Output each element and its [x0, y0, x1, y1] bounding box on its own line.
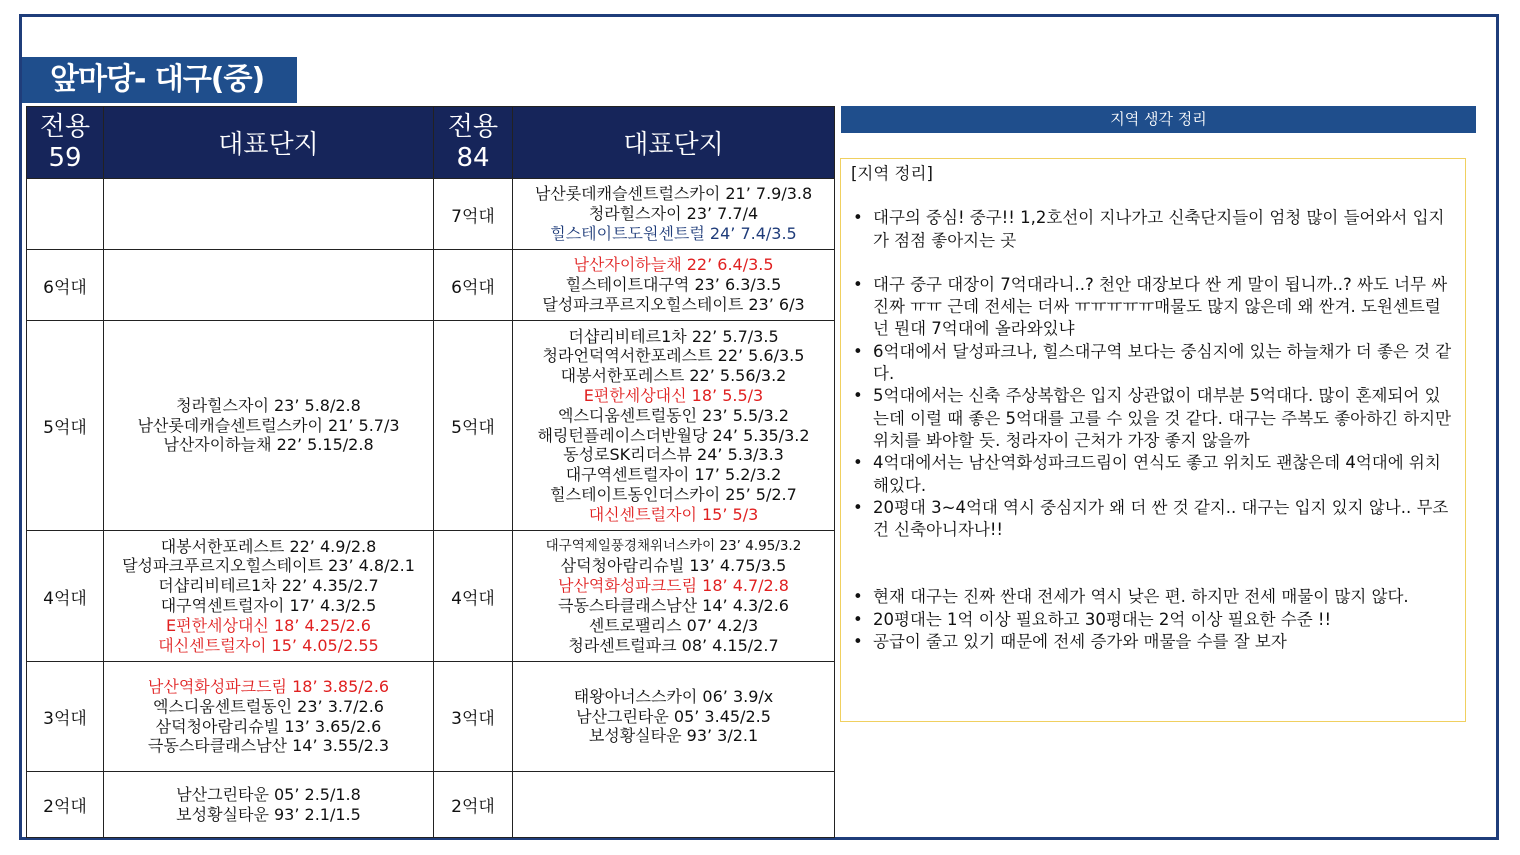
complex-entry: 보성황실타운 93’ 2.1/1.5	[176, 804, 361, 824]
note-bullet: • 4억대에서는 남산역화성파크드림이 연식도 좋고 위치도 괜찮은데 4억대에 위치해있다.	[851, 452, 1455, 497]
complex-entry: 해링턴플레이스더반월당 24’ 5.35/3.2	[537, 425, 810, 445]
complex-entry: 청라언덕역서한포레스트 22’ 5.6/3.5	[542, 346, 805, 366]
complex-entry: 엑스디움센트럴동인 23’ 5.5/3.2	[557, 405, 789, 425]
complex-entry: 남산롯데캐슬센트럴스카이 21’ 7.9/3.8	[534, 184, 813, 204]
complex-entry: 보성황실타운 93’ 3/2.1	[588, 726, 759, 746]
complex-entry: 대봉서한포레스트 22’ 5.56/3.2	[560, 366, 787, 386]
notes-section-title: [지역 정리]	[851, 164, 933, 183]
page-title: 앞마당- 대구(중)	[22, 57, 297, 103]
complex-entry: 남산역화성파크드림 18’ 4.7/2.8	[557, 576, 789, 596]
price-band-84: 6억대	[434, 250, 513, 321]
price-table	[26, 106, 835, 838]
complex-entry: 센트로팰리스 07’ 4.2/3	[588, 615, 759, 635]
complex-entry: E편한세상대신 18’ 5.5/3	[583, 385, 764, 405]
note-bullet: • 대구 중구 대장이 7억대라니..? 천안 대장보다 싼 게 말이 됩니까..? 싸도 너무 싸 진짜 ㅠㅠ 근데 전세는 더싸 ㅠㅠㅠㅠㅠ매물도 많지 않은데 왜 싼겨. 도원센트럴 넌 뭔대 7억대에 올라와있냐	[851, 274, 1455, 341]
complex-entry: 남산그린타운 05’ 2.5/1.8	[176, 784, 361, 804]
complex-entry: 대신센트럴자이 15’ 4.05/2.55	[158, 635, 379, 655]
note-bullet: • 대구의 중심! 중구!! 1,2호선이 지나가고 신축단지들이 엄청 많이 들어와서 입지가 점점 좋아지는 곳	[851, 207, 1455, 252]
table-row	[27, 179, 835, 250]
complex-entry: 힐스테이트대구역 23’ 6.3/3.5	[565, 275, 782, 295]
complex-list-59	[104, 772, 434, 838]
price-band-59	[27, 179, 104, 250]
complex-list-59	[104, 250, 434, 321]
complex-entry: 남산자이하늘채 22’ 5.15/2.8	[163, 435, 374, 455]
complex-entry: 달성파크푸르지오힐스테이트 23’ 4.8/2.1	[122, 556, 415, 576]
complex-entry: 남산자이하늘채 22’ 6.4/3.5	[573, 255, 774, 275]
price-band-84: 2억대	[434, 772, 513, 838]
complex-entry: 남산그린타운 05’ 3.45/2.5	[576, 706, 771, 726]
complex-entry: 대봉서한포레스트 22’ 4.9/2.8	[160, 536, 377, 556]
complex-entry: 태왕아너스스카이 06’ 3.9/x	[573, 686, 774, 706]
header-size-84: 전용 84	[434, 107, 513, 179]
complex-entry: 극동스타클래스남산 14’ 3.55/2.3	[147, 736, 390, 756]
note-bullet: • 6억대에서 달성파크나, 힐스대구역 보다는 중심지에 있는 하늘채가 더 좋은 것 같다.	[851, 341, 1455, 386]
complex-list-84	[513, 321, 835, 531]
price-band-59: 5억대	[27, 321, 104, 531]
complex-entry: 엑스디움센트럴동인 23’ 3.7/2.6	[152, 696, 384, 716]
header-representative-84: 대표단지	[513, 107, 835, 179]
note-bullet: • 공급이 줄고 있기 때문에 전세 증가와 매물을 수를 잘 보자	[851, 631, 1455, 653]
complex-list-84	[513, 179, 835, 250]
notes-list	[851, 586, 1455, 653]
complex-entry: 더샵리비테르1차 22’ 5.7/3.5	[568, 326, 779, 346]
notes-list	[851, 207, 1455, 252]
complex-entry: 더샵리비테르1차 22’ 4.35/2.7	[158, 576, 379, 596]
complex-entry: 극동스타클래스남산 14’ 4.3/2.6	[557, 596, 789, 615]
complex-entry: 청라힐스자이 23’ 5.8/2.8	[176, 395, 361, 415]
complex-list-84	[513, 531, 835, 662]
table-row	[27, 662, 835, 772]
complex-list-59	[104, 321, 434, 531]
price-band-84: 4억대	[434, 531, 513, 662]
header-representative-59: 대표단지	[104, 107, 434, 179]
complex-list-84	[513, 662, 835, 772]
complex-entry: 대신센트럴자이 15’ 5/3	[588, 504, 759, 524]
complex-list-59	[104, 179, 434, 250]
complex-entry: 삼덕청아람리슈빌 13’ 4.75/3.5	[560, 556, 787, 576]
complex-list-84	[513, 772, 835, 838]
table-row	[27, 321, 835, 531]
price-band-59: 4억대	[27, 531, 104, 662]
complex-entry: 남산역화성파크드림 18’ 3.85/2.6	[147, 676, 390, 696]
complex-entry: 힐스테이트동인더스카이 25’ 5/2.7	[550, 484, 797, 504]
table-row	[27, 772, 835, 838]
complex-entry: E편한세상대신 18’ 4.25/2.6	[166, 615, 371, 635]
note-bullet: • 현재 대구는 진짜 싼대 전세가 역시 낮은 편. 하지만 전세 매물이 많지 않다.	[851, 586, 1455, 608]
complex-entry: 대구역센트럴자이 17’ 4.3/2.5	[160, 596, 377, 615]
complex-entry: 힐스테이트도원센트럴 24’ 7.4/3.5	[550, 223, 797, 243]
price-band-84: 5억대	[434, 321, 513, 531]
complex-entry: 대구역센트럴자이 17’ 5.2/3.2	[565, 465, 782, 485]
price-band-84: 3억대	[434, 662, 513, 772]
complex-entry: 남산롯데캐슬센트럴스카이 21’ 5.7/3	[137, 415, 400, 435]
note-bullet: • 20평대 3~4억대 역시 중심지가 왜 더 싼 것 같지.. 대구는 입지 있지 않나.. 무조건 신축아니자나!!	[851, 497, 1455, 542]
complex-list-59	[104, 662, 434, 772]
complex-list-84	[513, 250, 835, 321]
header-size-59: 전용 59	[27, 107, 104, 179]
notes-box	[840, 158, 1466, 722]
price-band-59: 2억대	[27, 772, 104, 838]
complex-list-59	[104, 531, 434, 662]
notes-header: 지역 생각 정리	[841, 106, 1476, 133]
price-band-59: 6억대	[27, 250, 104, 321]
complex-entry: 청라센트럴파크 08’ 4.15/2.7	[568, 635, 779, 655]
notes-list	[851, 274, 1455, 542]
table-row	[27, 531, 835, 662]
complex-entry: 삼덕청아람리슈빌 13’ 3.65/2.6	[155, 716, 382, 736]
table-row	[27, 250, 835, 321]
complex-entry: 청라힐스자이 23’ 7.7/4	[588, 204, 759, 224]
complex-entry: 달성파크푸르지오힐스테이트 23’ 6/3	[542, 294, 805, 314]
note-bullet: • 20평대는 1억 이상 필요하고 30평대는 2억 이상 필요한 수준 !!	[851, 609, 1455, 631]
price-band-84: 7억대	[434, 179, 513, 250]
complex-entry: 동성로SK리더스뷰 24’ 5.3/3.3	[563, 445, 784, 465]
note-bullet: • 5억대에서는 신축 주상복합은 입지 상관없이 대부분 5억대다. 많이 혼제되어 있는데 이럴 때 좋은 5억대를 고를 수 있을 것 같다. 대구는 주복도 좋아하긴 하지만 위치를 봐야할 듯. 청라자이 근처가 가장 좋지 않을까	[851, 385, 1455, 452]
complex-entry: 대구역제일풍경채위너스카이 23’ 4.95/3.2	[545, 537, 802, 554]
price-band-59: 3억대	[27, 662, 104, 772]
